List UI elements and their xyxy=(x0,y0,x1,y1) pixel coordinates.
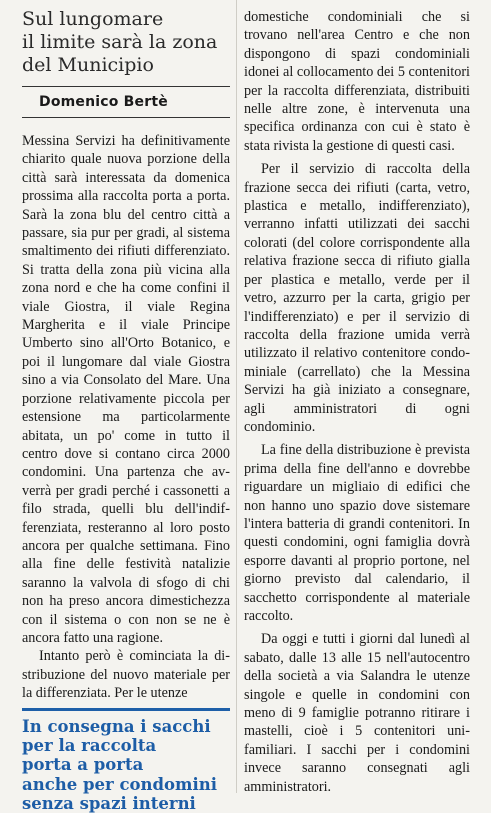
paragraph: domestiche condominiali che si trovano nell'area Centro e che non dispongono di spazi condominiali idonei al collocamento dei 5 contenitori per la raccolta differenziata, distribuiti nelle altre zone, è intervenuta una specifica ordinanza con cui è stato è stata rivista la gestione di questi casi. xyxy=(244,9,470,154)
byline-rule xyxy=(22,117,230,118)
left-column xyxy=(22,0,230,703)
paragraph: La fine della distribuzione è prevista prima della fine dell'anno e dovrebbe riguardare un migliaio di edifici che non hanno uno spazio dove sistemare l'intera batteria di grandi contenitori. In questi condomini, ogni famiglia dovrà esporre davanti al proprio portone, nel giorno previsto dal calendario, il sacchetto corrispondente al materiale raccolto. xyxy=(244,442,470,624)
paragraph: Messina Servizi ha definitivamente chiarito quale nuova porzione della città sarà interessata da domenica prossima alla raccolta porta a porta. Sarà la zona blu del centro città a passare, sia pur per gradi, al sistema smaltimento dei rifiuti differenziato. Si tratta della zona più vicina alla zona nord e che ha come confini il viale Giostra, il viale Regina Margherita e il viale Principe Umberto sino all'Orto Botanico, e poi il lungomare dal viale Giostra sino a via Consolato del Mare. Una porzione relativamente piccola per estensione ma particolarmente abitata, un po' come in tutto il centro dove si contano circa 2000 condomini. Una partenza che avverrà per gradi perché i cassonetti a filo strada, quelli blu dell'indifferenziata, resteranno al loro posto ancora per qualche settimana. Fino alla fine delle festività natalizie saranno la valvola di sfogo di chi non ha preso ancora dimestichezza con il sistema o con non se ne è ancora fatto una ragione. xyxy=(22,133,230,646)
article-headline xyxy=(22,8,230,77)
byline: Domenico Bertè xyxy=(39,94,168,110)
pull-quote-line: anche per condomini xyxy=(22,774,218,794)
pull-quote-line: senza spazi interni xyxy=(22,793,196,813)
column-divider xyxy=(236,0,237,793)
paragraph: Per il servizio di raccolta della frazione secca dei rifiuti (carta, vetro, plastica e metallo, indifferenziato), verranno infatti utilizzati dei sacchi colorati (del colore corrispondente alla relativa frazione secca di rifiuto gialla per plastica e metallo, verde per il vetro, azzurro per la carta, grigio per l'indifferenziato) e per il servizio di raccolta della frazione umida verrà utilizzato il relativo contenitore condominiale (carrellato) che la Messina Servizi ha già iniziato a consegnare, agli amministratori di ogni condominio. xyxy=(244,161,470,435)
pull-quote-line: In consegna i sacchi xyxy=(22,717,211,736)
headline-rule xyxy=(22,86,230,87)
pull-quote-line: per la raccolta xyxy=(22,736,157,756)
right-column xyxy=(244,8,470,796)
pull-quote-line: porta a porta xyxy=(22,755,144,775)
paragraph: Da oggi e tutti i giorni dal lunedì al sabato, dalle 13 alle 15 nell'autocentro della società a via Salandra le utenze singole e quelle in condomini con meno di 9 famiglie potranno ritirare i mastelli, cioè i 5 contenitori unifamiliari. I sacchi per i condomini invece saranno consegnati agli amministratori. xyxy=(244,631,470,795)
headline-line: il limite sarà la zona xyxy=(22,31,218,53)
pull-quote xyxy=(22,708,230,813)
paragraph: Intanto però è cominciata la distribuzione del nuovo materiale per la differenziata. Per le utenze xyxy=(22,648,230,702)
headline-line: del Municipio xyxy=(22,54,154,76)
headline-line: Sul lungomare xyxy=(22,8,164,30)
